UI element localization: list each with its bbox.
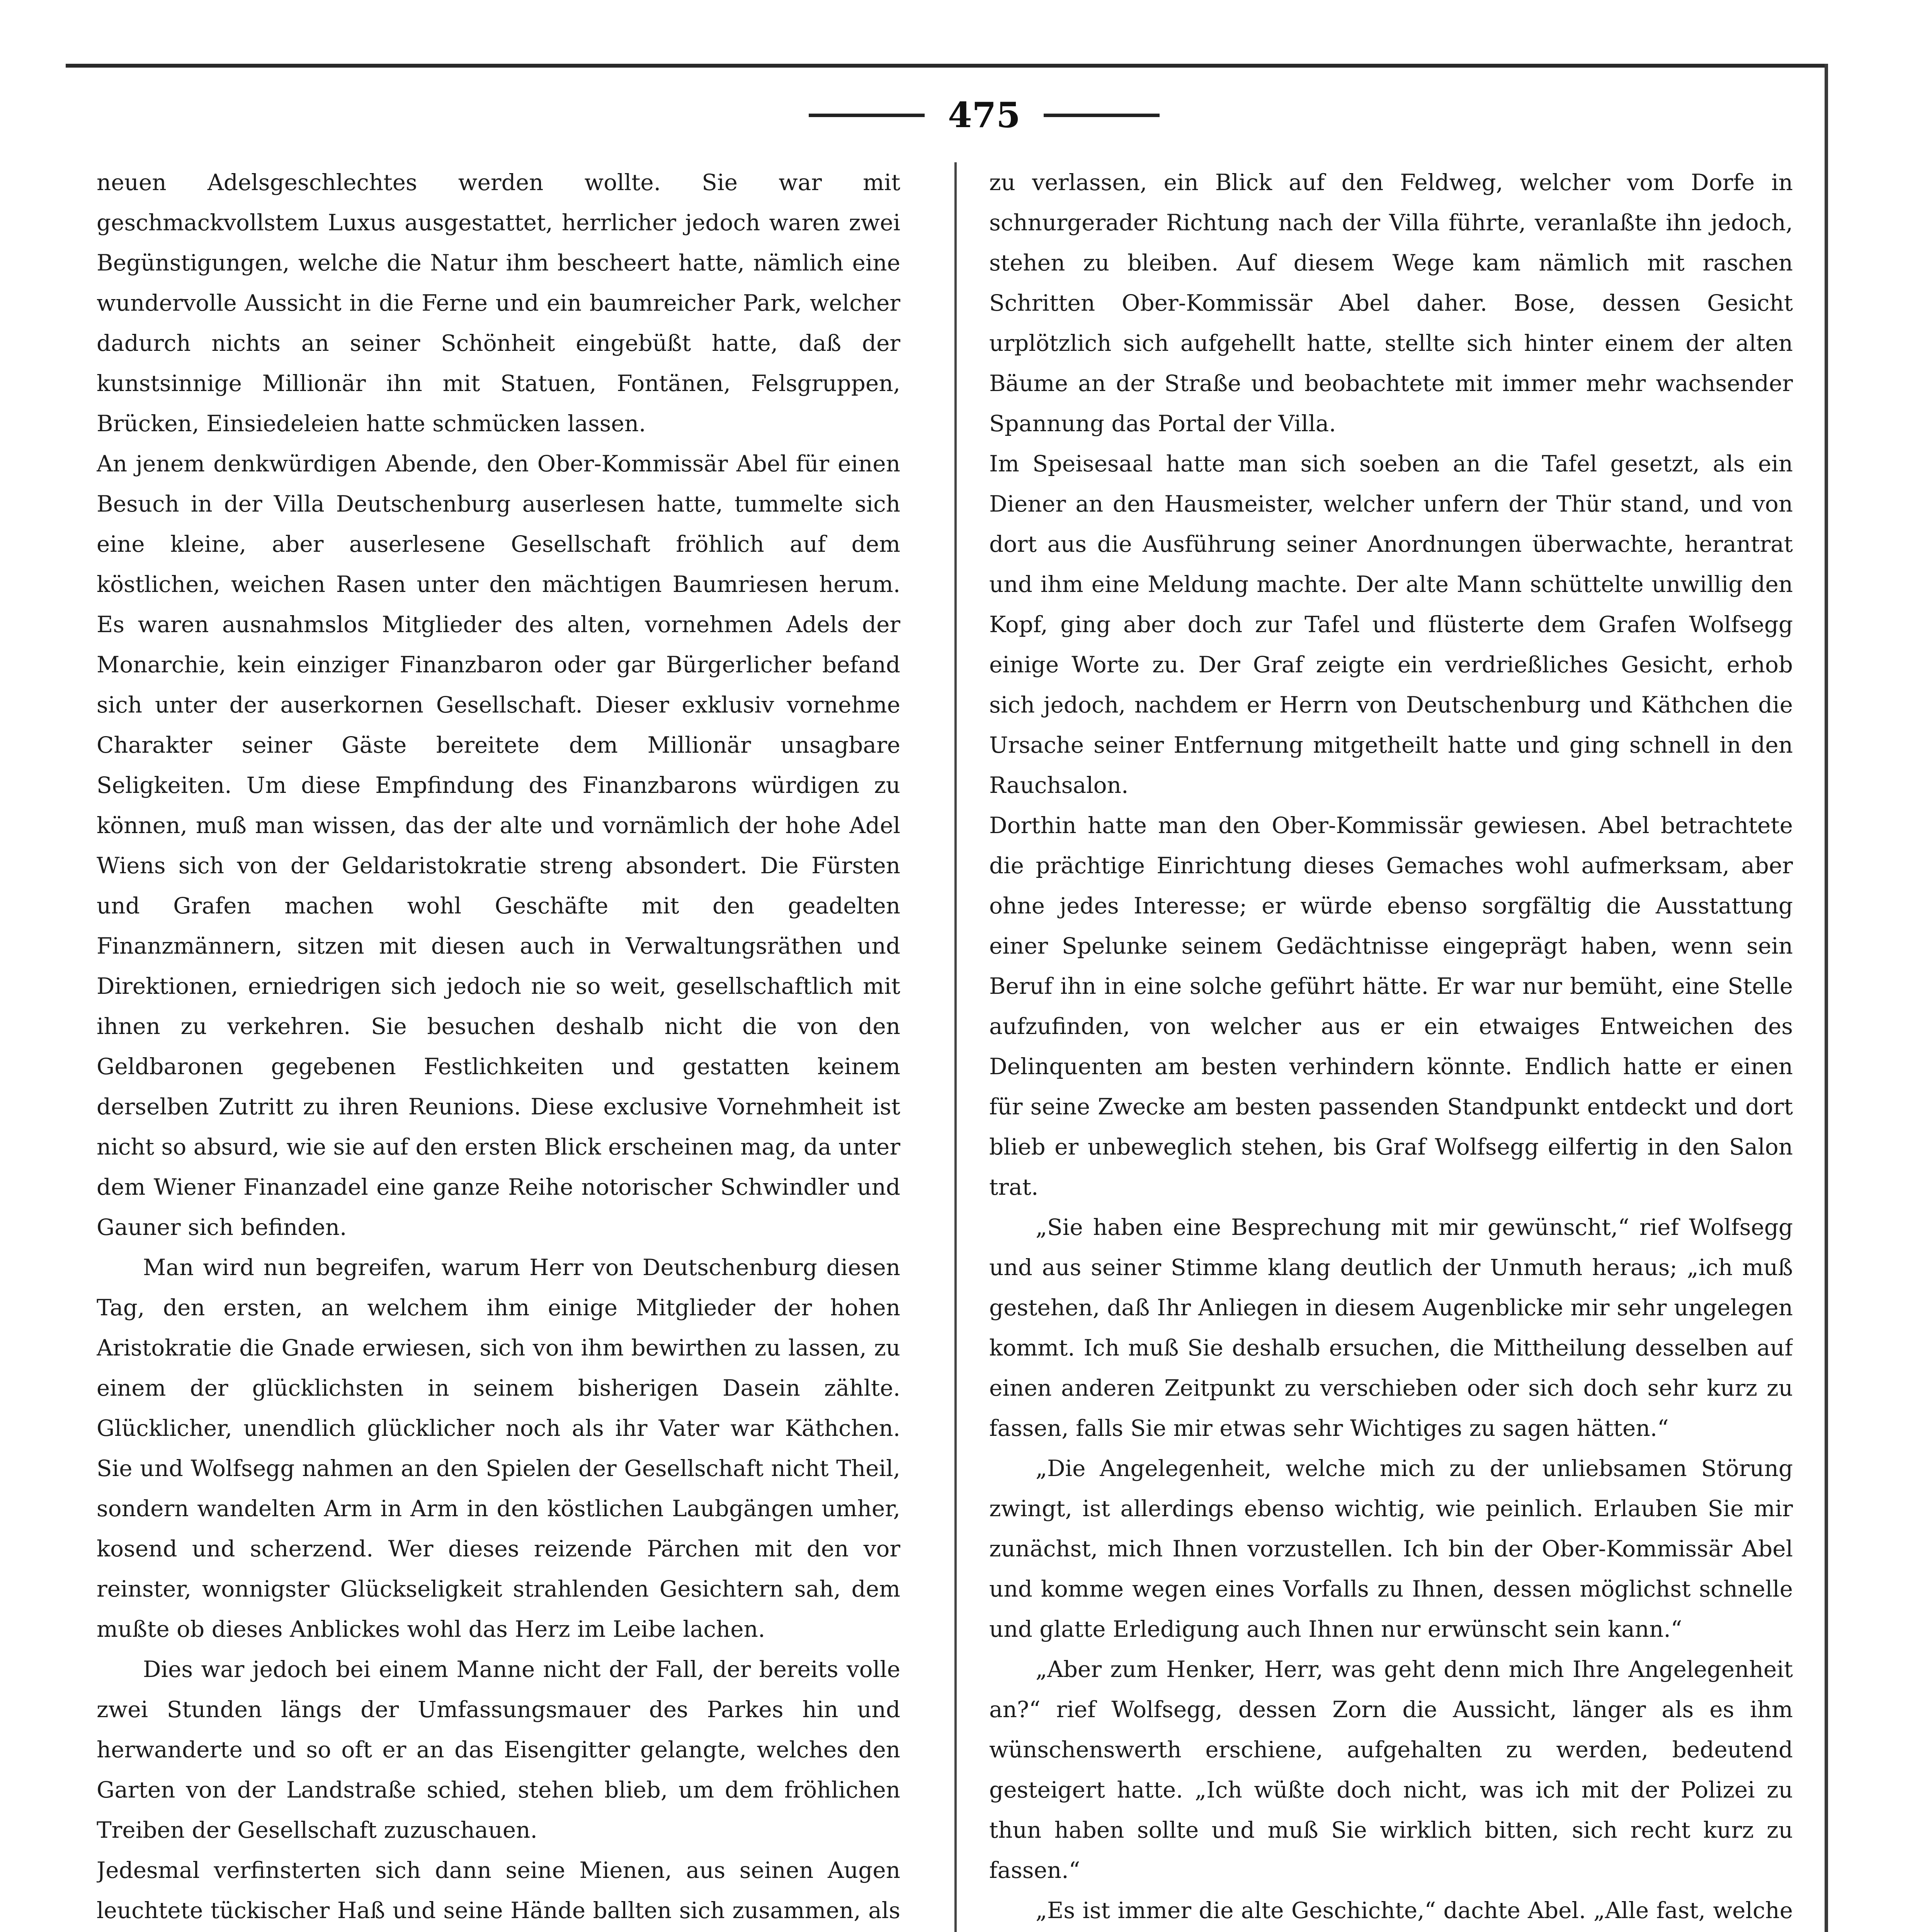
paragraph: Dorthin hatte man den Ober-Kommissär gewiesen. Abel betrachtete die prächtige Einrichtung dieses Gemaches wohl aufmerksam, aber ohne jedes Interesse; er würde ebenso sorgfältig die Ausstattung einer Spelunke seinem Gedächtnisse eingeprägt haben, wenn sein Beruf ihn in eine solche geführt hätte. Er war nur bemüht, eine Stelle aufzufinden, von welcher aus er ein etwaiges Entweichen des Delinquenten am besten verhindern könnte. Endlich hatte er einen für seine Zwecke am besten passenden Standpunkt entdeckt und dort blieb er unbeweglich stehen, bis Graf Wolfsegg eilfertig in den Salon trat. [989, 812, 1793, 1200]
paragraph: Man wird nun begreifen, warum Herr von Deutschenburg diesen Tag, den ersten, an welchem ihm einige Mitglieder der hohen Aristokratie die Gnade erwiesen, sich von ihm bewirthen zu lassen, zu einem der glücklichsten in seinem bisherigen Dasein zählte. Glücklicher, unendlich glücklicher noch als ihr Vater war Käthchen. Sie und Wolfsegg nahmen an den Spielen der Gesellschaft nicht Theil, sondern wandelten Arm in Arm in den köstlichen Laubgängen umher, kosend und scherzend. Wer dieses reizende Pärchen mit den vor reinster, wonnigster Glückseligkeit strahlenden Gesichtern sah, dem mußte ob dieses Anblickes wohl das Herz im Leibe lachen. [97, 1254, 900, 1642]
paragraph: zu verlassen, ein Blick auf den Feldweg, welcher vom Dorfe in schnurgerader Richtung nach der Villa führte, veranlaßte ihn jedoch, stehen zu bleiben. Auf diesem Wege kam nämlich mit raschen Schritten Ober-Kommissär Abel daher. Bose, dessen Gesicht urplötzlich sich aufgehellt hatte, stellte sich hinter einem der alten Bäume an der Straße und beobachtete mit immer mehr wachsender Spannung das Portal der Villa. [989, 169, 1793, 437]
page-header [0, 88, 1932, 142]
column-divider [954, 162, 957, 1932]
header-dash-left [809, 114, 925, 117]
left-column [97, 162, 900, 1932]
paragraph: „Sie haben eine Besprechung mit mir gewünscht,“ rief Wolfsegg und aus seiner Stimme klang deutlich der Unmuth heraus; „ich muß gestehen, daß Ihr Anliegen in diesem Augenblicke mir sehr ungelegen kommt. Ich muß Sie deshalb ersuchen, die Mittheilung desselben auf einen anderen Zeitpunkt zu verschieben oder sich doch sehr kurz zu fassen, falls Sie mir etwas sehr Wichtiges zu sagen hätten.“ [989, 1214, 1793, 1441]
right-column [989, 162, 1793, 1932]
paragraph: Dies war jedoch bei einem Manne nicht der Fall, der bereits volle zwei Stunden längs der Umfassungsmauer des Parkes hin und herwanderte und so oft er an das Eisengitter gelangte, welches den Garten von der Landstraße schied, stehen blieb, um dem fröhlichen Treiben der Gesellschaft zuzuschauen. [97, 1656, 900, 1843]
top-rule [66, 64, 1828, 68]
right-edge-rule [1825, 64, 1828, 1932]
page-number: 475 [948, 95, 1020, 136]
header-dash-right [1044, 114, 1160, 117]
paragraph: Jedesmal verfinsterten sich dann seine Mienen, aus seinen Augen leuchtete tückischer Haß und seine Hände ballten sich zusammen, als [97, 1857, 900, 1923]
paragraph: „Die Angelegenheit, welche mich zu der unliebsamen Störung zwingt, ist allerdings ebenso wichtig, wie peinlich. Erlauben Sie mir zunächst, mich Ihnen vorzustellen. Ich bin der Ober-Kommissär Abel und komme wegen eines Vorfalls zu Ihnen, dessen möglichst schnelle und glatte Erledigung auch Ihnen nur erwünscht sein kann.“ [989, 1455, 1793, 1642]
paragraph: neuen Adelsgeschlechtes werden wollte. Sie war mit geschmackvollstem Luxus ausgestattet, herrlicher jedoch waren zwei Begünstigungen, welche die Natur ihm bescheert hatte, nämlich eine wundervolle Aussicht in die Ferne und ein baumreicher Park, welcher dadurch nichts an seiner Schönheit eingebüßt hatte, daß der kunstsinnige Millionär ihn mit Statuen, Fontänen, Felsgruppen, Brücken, Einsiedeleien hatte schmücken lassen. [97, 169, 900, 437]
paragraph: An jenem denkwürdigen Abende, den Ober-Kommissär Abel für einen Besuch in der Villa Deutschenburg auserlesen hatte, tummelte sich eine kleine, aber auserlesene Gesellschaft fröhlich auf dem köstlichen, weichen Rasen unter den mächtigen Baumriesen herum. Es waren ausnahmslos Mitglieder des alten, vornehmen Adels der Monarchie, kein einziger Finanzbaron oder gar Bürgerlicher befand sich unter der auserkornen Gesellschaft. Dieser exklusiv vornehme Charakter seiner Gäste bereitete dem Millionär unsagbare Seligkeiten. Um diese Empfindung des Finanzbarons würdigen zu können, muß man wissen, das der alte und vornämlich der hohe Adel Wiens sich von der Geldaristokratie streng absondert. Die Fürsten und Grafen machen wohl Geschäfte mit den geadelten Finanzmännern, sitzen mit diesen auch in Verwaltungsräthen und Direktionen, erniedrigen sich jedoch nie so weit, gesellschaftlich mit ihnen zu verkehren. Sie besuchen deshalb nicht die von den Geldbaronen gegebenen Festlichkeiten und gestatten keinem derselben Zutritt zu ihren Reunions. Diese exclusive Vornehmheit ist nicht so absurd, wie sie auf den ersten Blick erscheinen mag, da unter dem Wiener Finanzadel eine ganze Reihe notorischer Schwindler und Gauner sich befinden. [97, 451, 900, 1240]
paragraph: „Es ist immer die alte Geschichte,“ dachte Abel. „Alle fast, welche [1036, 1897, 1793, 1923]
paragraph: Im Speisesaal hatte man sich soeben an die Tafel gesetzt, als ein Diener an den Hausmeister, welcher unfern der Thür stand, und von dort aus die Ausführung seiner Anordnungen überwachte, herantrat und ihm eine Meldung machte. Der alte Mann schüttelte unwillig den Kopf, ging aber doch zur Tafel und flüsterte dem Grafen Wolfsegg einige Worte zu. Der Graf zeigte ein verdrießliches Gesicht, erhob sich jedoch, nachdem er Herrn von Deutschenburg und Käthchen die Ursache seiner Entfernung mitgetheilt hatte und ging schnell in den Rauchsalon. [989, 451, 1793, 798]
paragraph: „Aber zum Henker, Herr, was geht denn mich Ihre Angelegenheit an?“ rief Wolfsegg, dessen Zorn die Aussicht, länger als es ihm wünschenswerth erschiene, aufgehalten zu werden, bedeutend gesteigert hatte. „Ich wüßte doch nicht, was ich mit der Polizei zu thun haben sollte und muß Sie wirklich bitten, sich recht kurz zu fassen.“ [989, 1656, 1793, 1883]
